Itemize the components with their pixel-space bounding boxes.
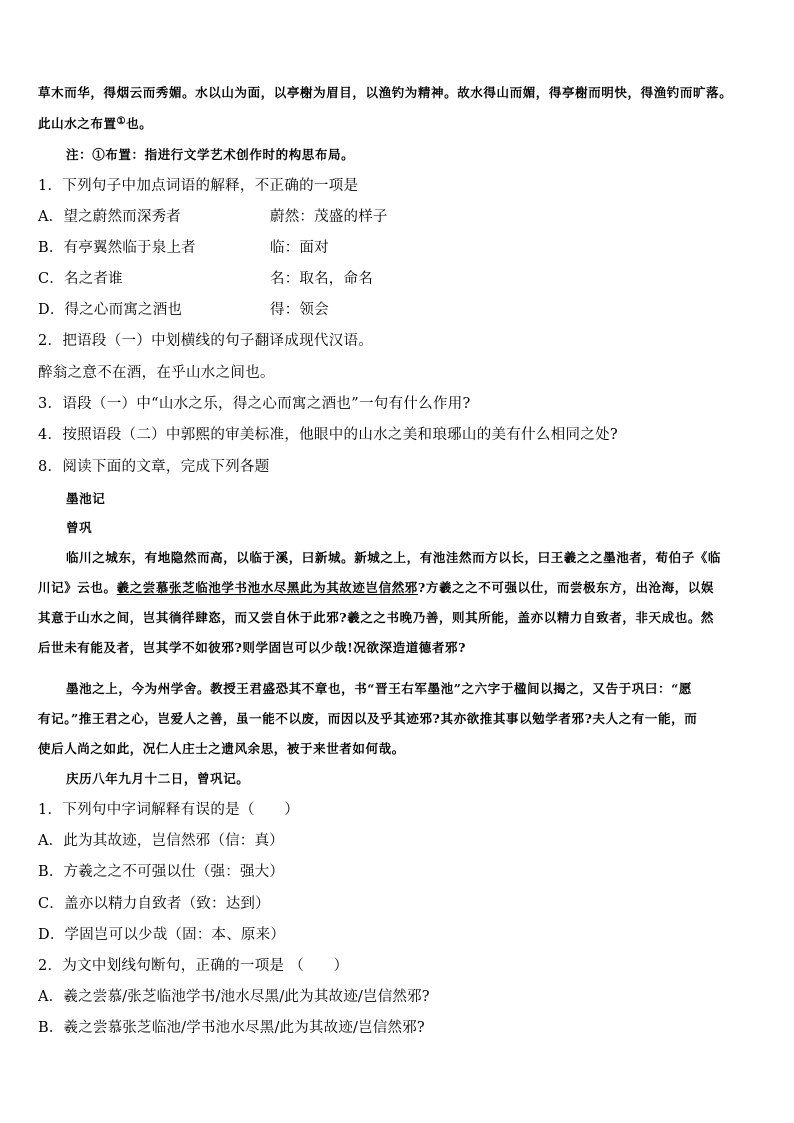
article-line: 其意于山水之间，岂其徜徉肆恣，而又尝自休于此邪?羲之之书晚乃善，则其所能，盖亦以精力自致者，非天成也。然 (38, 610, 715, 625)
question: 1．下列句中字词解释有误的是（ ） (38, 802, 300, 818)
article-line: 临川之城东，有地隐然而高，以临于溪，曰新城。新城之上，有池洼然而方以长，曰王羲之之墨池者，荀伯子《临 (66, 550, 722, 565)
question: 3．语段（一）中“山水之乐，得之心而寓之酒也”一句有什么作用? (38, 396, 471, 412)
passage-text: 此山水之布置 (38, 116, 117, 131)
underlined-sentence: 羲之尝慕张芝临池学书池水尽黑此为其故迹岂信然邪 (116, 580, 418, 595)
article-author: 曾巩 (66, 520, 93, 535)
question: 1．下列句子中加点词语的解释，不正确的一项是 (38, 178, 359, 194)
article-line: 墨池之上，今为州学舍。教授王君盛恐其不章也，书“晋王右军墨池”之六字于楹间以揭之，又告于巩曰：“愿 (66, 681, 692, 696)
option-text: B．有亭翼然临于泉上者 (38, 240, 196, 256)
article-text: 川记》云也。 (38, 580, 117, 595)
question: 2．为文中划线句断句，正确的一项是 （ ） (38, 958, 349, 974)
article-line: 后世未有能及者，岂其学不如彼邪?则学固岂可以少哉!况欲深造道德者邪? (38, 640, 467, 655)
option-explanation: 临：面对 (270, 240, 329, 256)
question-sentence: 醉翁之意不在酒，在乎山水之间也。 (38, 365, 275, 381)
option-text: A．望之蔚然而深秀者 (38, 209, 181, 225)
option-row: A．羲之尝慕/张芝临池学书/池水尽黑/此为其故迹/岂信然邪? (38, 989, 430, 1005)
option-row (38, 208, 758, 226)
article-line (38, 579, 758, 597)
option-row: D．学固岂可以少哉（固：本、原来） (38, 927, 286, 943)
footnote: 注：①布置：指进行文学艺术创作时的构思布局。 (66, 147, 355, 162)
article-title: 墨池记 (66, 491, 106, 506)
option-explanation: 蔚然：茂盛的样子 (270, 209, 388, 225)
option-row (38, 270, 758, 288)
passage-text: 也。 (126, 116, 153, 131)
option-row: B．羲之尝慕张芝临池/学书池水尽黑/此为其故迹/岂信然邪? (38, 1020, 425, 1036)
option-explanation: 得：领会 (270, 302, 329, 318)
option-row: A．此为其故迹，岂信然邪（信：真） (38, 833, 284, 849)
article-text: ?方羲之之不可强以仕，而尝极东方，出沧海，以娱 (417, 580, 715, 595)
passage-line: 草木而华，得烟云而秀媚。水以山为面，以亭榭为眉目，以渔钓为精神。故水得山而媚，得亭榭而明快，得渔钓而旷落。 (38, 85, 733, 100)
question: 4．按照语段（二）中郭熙的审美标准，他眼中的山水之美和琅琊山的美有什么相同之处? (38, 427, 618, 443)
option-row: C．盖亦以精力自致者（致：达到） (38, 896, 270, 912)
option-row (38, 239, 758, 257)
article-date: 庆历八年九月十二日，曾巩记。 (66, 771, 250, 786)
article-line: 使后人尚之如此，况仁人庄士之遗风余思，被于来世者如何哉。 (38, 741, 405, 756)
option-row (38, 301, 758, 319)
option-explanation: 名：取名，命名 (270, 271, 373, 287)
footnote-marker: ① (116, 116, 127, 127)
section-heading: 8．阅读下面的文章，完成下列各题 (38, 459, 270, 475)
option-row: B．方羲之之不可强以仕（强：强大） (38, 864, 285, 880)
option-text: C．名之者谁 (38, 271, 123, 287)
option-text: D．得之心而寓之酒也 (38, 302, 183, 318)
question: 2．把语段（一）中划横线的句子翻译成现代汉语。 (38, 333, 374, 349)
article-line: 有记。”推王君之心，岂爱人之善，虽一能不以废，而因以及乎其迹邪?其亦欲推其事以勉学者邪?夫人之有一能，而 (38, 711, 698, 726)
passage-line (38, 113, 758, 133)
